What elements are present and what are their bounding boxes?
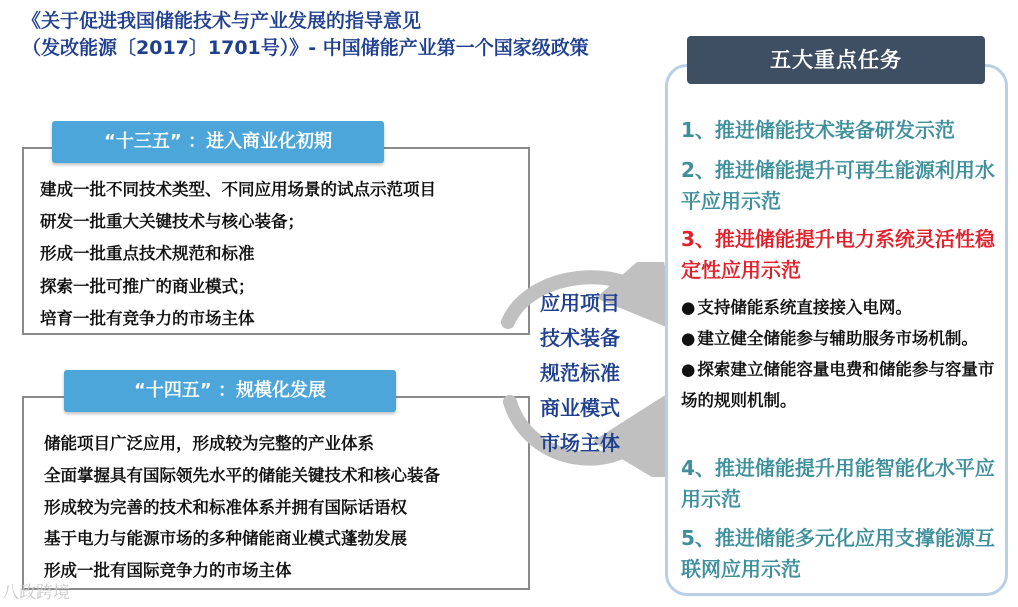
task-5: 5、推进储能多元化应用支撑能源互联网应用示范 — [681, 526, 995, 581]
center-list — [540, 286, 620, 461]
bullet-item — [681, 323, 1003, 354]
stage2-list — [44, 428, 440, 587]
task-4: 4、推进储能提升用能智能化水平应用示范 — [681, 456, 995, 511]
center-item: 技术装备 — [540, 326, 620, 350]
watermark: 八政跨境 — [2, 583, 70, 603]
stage2-tag: “十四五” ：规模化发展 — [64, 370, 396, 412]
title-line-1: 《关于促进我国储能技术与产业发展的指导意见 — [22, 10, 422, 32]
stage2-item: 全面掌握具有国际领先水平的储能关键技术和核心装备 — [44, 465, 440, 485]
stage1-tag: “十三五” ：进入商业化初期 — [52, 121, 384, 163]
title-line-2: （发改能源〔2017〕1701号）》- 中国储能产业第一个国家级政策 — [22, 37, 589, 59]
stage2-item: 形成较为完善的技术和标准体系并拥有国际话语权 — [44, 497, 407, 517]
stage1-item: 探索一批可推广的商业模式； — [40, 276, 255, 296]
bullet-icon: ● — [681, 329, 696, 348]
stage1-list — [40, 174, 436, 335]
bullet-item — [681, 292, 1003, 323]
bullet-text: 支持储能系统直接接入电网。 — [697, 298, 912, 317]
page-title — [22, 8, 682, 62]
stage1-item: 形成一批重点技术规范和标准 — [40, 244, 255, 264]
tasks-header: 五大重点任务 — [687, 36, 985, 84]
task-2: 2、推进储能提升可再生能源利用水平应用示范 — [681, 158, 995, 213]
stage1-item: 建成一批不同技术类型、不同应用场景的试点示范项目 — [40, 180, 436, 199]
stage1-item: 培育一批有竞争力的市场主体 — [40, 308, 255, 328]
task-3: 3、推进储能提升电力系统灵活性稳定性应用示范 — [681, 227, 995, 282]
bullet-item — [681, 354, 1003, 416]
bullet-icon: ● — [681, 298, 696, 317]
stage2-item: 储能项目广泛应用，形成较为完整的产业体系 — [44, 434, 374, 453]
center-item: 规范标准 — [540, 361, 620, 385]
stage2-item: 形成一批有国际竞争力的市场主体 — [44, 561, 292, 581]
bullet-text: 探索建立储能容量电费和储能参与容量市场的规则机制。 — [681, 360, 995, 410]
center-item: 应用项目 — [540, 291, 620, 315]
task-3-bullets — [681, 292, 1003, 416]
stage1-item: 研发一批重大关键技术与核心装备； — [40, 212, 304, 232]
center-item: 市场主体 — [540, 431, 620, 455]
bullet-text: 建立健全储能参与辅助服务市场机制。 — [697, 329, 978, 348]
center-item: 商业模式 — [540, 396, 620, 420]
task-1: 1、推进储能技术装备研发示范 — [681, 118, 955, 142]
stage2-item: 基于电力与能源市场的多种储能商业模式蓬勃发展 — [44, 529, 407, 549]
bullet-icon: ● — [681, 360, 696, 379]
